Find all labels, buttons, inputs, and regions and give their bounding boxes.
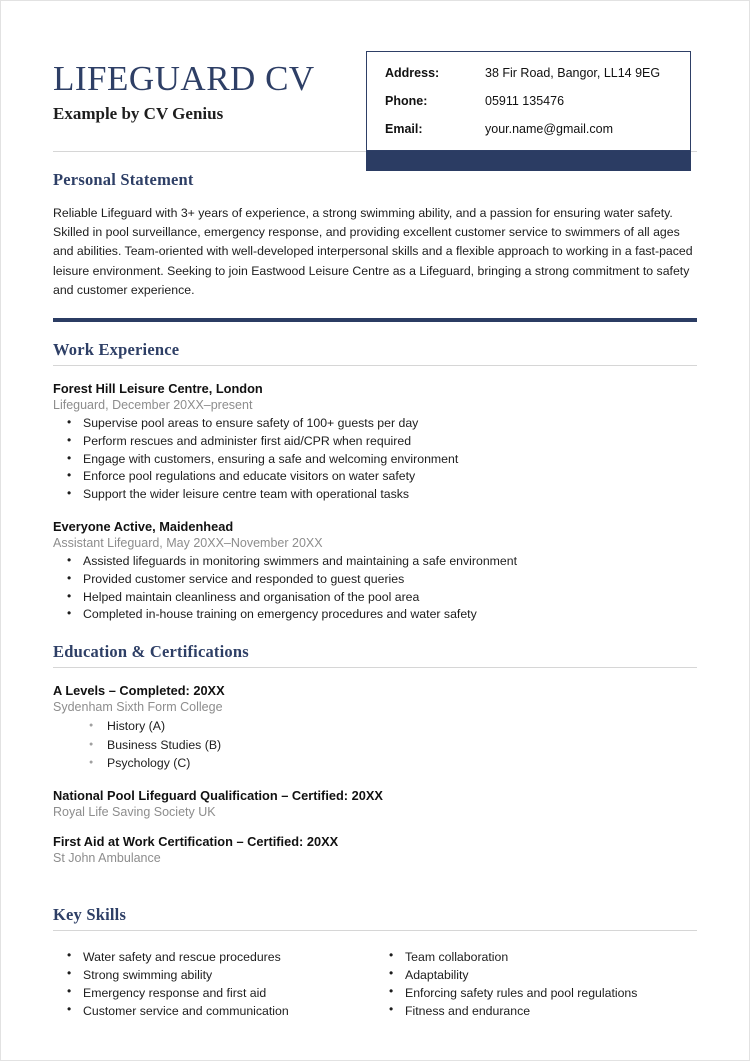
work-entry-employer: Everyone Active, Maidenhead: [53, 519, 234, 534]
work-entry-role-dates: Lifeguard, December 20XX–present: [53, 397, 253, 412]
education-entry-institution: Royal Life Saving Society UK: [53, 804, 216, 819]
section-heading-work-experience: Work Experience: [53, 339, 180, 359]
list-item: • Emergency response and first aid: [53, 984, 375, 1002]
list-item: • Fitness and endurance: [375, 1002, 697, 1020]
contact-value-phone: 05911 135476: [485, 94, 565, 108]
education-entry-institution: Sydenham Sixth Form College: [53, 700, 223, 715]
header-title-block: [53, 61, 315, 124]
section-work-experience: [53, 322, 697, 624]
list-item: • Customer service and communication: [53, 1002, 375, 1020]
section-key-skills: [53, 887, 697, 1021]
contact-label-phone: Phone:: [385, 94, 428, 108]
contact-accent-bar: [366, 151, 691, 171]
contact-value-email[interactable]: your.name@gmail.com: [485, 122, 614, 136]
list-item: ● Business Studies (B): [53, 736, 697, 754]
contact-value-address: 38 Fir Road, Bangor, LL14 9EG: [485, 66, 661, 80]
divider-under-work-experience-heading: [53, 365, 697, 366]
work-entry-role-dates: Assistant Lifeguard, May 20XX–November 20XX: [53, 536, 323, 550]
education-entry-qualification: First Aid at Work Certification – Certified: 20XX: [53, 833, 339, 849]
list-item: • Strong swimming ability: [53, 966, 375, 984]
section-heading-personal-statement: Personal Statement: [53, 170, 194, 189]
list-item: • Adaptability: [375, 966, 697, 984]
education-entry-qualification: National Pool Lifeguard Qualification – Certified: 20XX: [53, 787, 383, 803]
work-entry: [53, 381, 697, 504]
key-skills-list-left: [53, 948, 375, 1021]
education-entry: [53, 788, 697, 819]
key-skills-list-right: [375, 948, 697, 1021]
personal-statement-text: Reliable Lifeguard with 3+ years of experience, a strong swimming ability, and a passion for ensuring water safety. Skilled in pool surveillance, emergency response, and providing excellent customer service to swimmers of all ages and abilities. Team-oriented with well-developed interpersonal skills and a flexible approach to working in a fast-paced leisure environment. Seeking to join Eastwood Leisure Centre as a Lifeguard, bringing a strong commitment to safety and customer experience.: [53, 206, 693, 297]
list-item: • Engage with customers, ensuring a safe and welcoming environment: [53, 451, 697, 469]
list-item: • Team collaboration: [375, 948, 697, 966]
list-item: • Enforce pool regulations and educate visitors on water safety: [53, 468, 697, 486]
page-subtitle: Example by CV Genius: [53, 103, 224, 123]
section-heading-key-skills: Key Skills: [53, 904, 127, 924]
work-entry-bullets: [53, 415, 697, 504]
section-heading-education: Education & Certifications: [53, 642, 249, 662]
education-entry-institution: St John Ambulance: [53, 850, 161, 865]
contact-details-block: [366, 51, 691, 171]
work-entry-bullets: [53, 553, 697, 624]
education-entry-qualification: A Levels – Completed: 20XX: [53, 683, 225, 699]
list-item: • Support the wider leisure centre team with operational tasks: [53, 486, 697, 504]
work-entry-employer: Forest Hill Leisure Centre, London: [53, 380, 263, 396]
education-entry: [53, 683, 697, 772]
education-entry-subjects: [53, 717, 697, 772]
list-item: • Provided customer service and responded to guest queries: [53, 571, 697, 589]
page-title: LIFEGUARD CV: [53, 59, 315, 98]
list-item: • Supervise pool areas to ensure safety of 100+ guests per day: [53, 415, 697, 433]
section-education: [53, 624, 697, 864]
list-item: • Assisted lifeguards in monitoring swimmers and maintaining a safe environment: [53, 553, 697, 571]
contact-row-address: [385, 66, 672, 80]
list-item: ● History (A): [53, 717, 697, 735]
list-item: • Enforcing safety rules and pool regulations: [375, 984, 697, 1002]
contact-label-email: Email:: [385, 122, 423, 136]
list-item: • Water safety and rescue procedures: [53, 948, 375, 966]
education-entry: [53, 834, 697, 865]
section-personal-statement: [53, 152, 697, 300]
list-item: ● Psychology (C): [53, 754, 697, 772]
divider-under-education-heading: [53, 667, 697, 668]
list-item: • Completed in-house training on emergency procedures and water safety: [53, 606, 697, 624]
key-skills-grid: [53, 945, 697, 1021]
contact-row-phone: [385, 94, 672, 108]
key-skills-column-right: [375, 945, 697, 1021]
contact-row-email: [385, 122, 672, 136]
cv-header: [1, 1, 749, 151]
work-entry: [53, 519, 697, 624]
divider-under-key-skills-heading: [53, 930, 697, 931]
contact-label-address: Address:: [385, 66, 440, 80]
key-skills-column-left: [53, 945, 375, 1021]
list-item: • Perform rescues and administer first aid/CPR when required: [53, 433, 697, 451]
list-item: • Helped maintain cleanliness and organisation of the pool area: [53, 589, 697, 607]
contact-box: [366, 51, 691, 151]
